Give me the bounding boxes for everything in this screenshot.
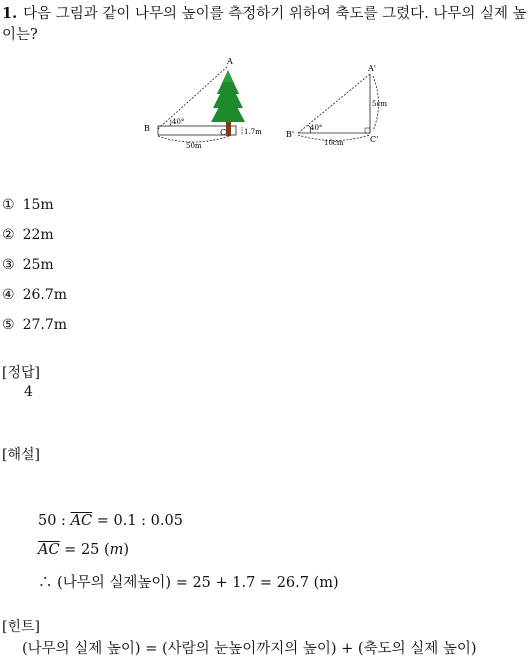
label-a-prime: A' [368,64,376,73]
angle-right: 40° [310,124,323,132]
height-left: 1.7m [244,128,262,136]
choice-2[interactable]: ② 22m [2,227,54,243]
choice-3[interactable]: ③ 25m [2,257,54,273]
triangle-figure [140,56,400,156]
height-right: 5cm [372,100,388,108]
answer-label: [정답] [2,365,40,381]
question-text: 다음 그림과 같이 나무의 높이를 측정하기 위하여 축도를 그렸다. 나무의 실제 높이는? [2,6,527,43]
left-triangle [158,66,245,142]
answer-value: 4 [24,384,33,400]
choice-5[interactable]: ⑤ 27.7m [2,317,68,333]
label-c: C [220,128,227,137]
label-c-prime: C' [370,135,379,144]
label-b-prime: B' [286,130,295,139]
question-number: 1. [2,5,18,22]
label-a: A [227,57,233,66]
equation-ac: $\overline{AC} = 25$ (m) [38,542,130,558]
hint-label: [힌트] [2,619,40,635]
choice-4[interactable]: ④ 26.7m [2,287,68,303]
equation-height: ∴ (나무의 실제높이) = 25 + 1.7 = 26.7 (m) [38,575,339,591]
choice-1[interactable]: ① 15m [2,197,54,213]
equation-ratio: 50 : $\overline{AC} = 0.1$ : 0.05 [38,513,183,529]
question [2,3,530,46]
angle-left: 40° [172,118,185,126]
base-left: 50m [186,142,202,150]
base-right: 10cm [324,139,344,147]
label-b: B [144,124,150,133]
explanation-label: [해설] [2,447,40,463]
hint-text: (나무의 실제 높이) = (사람의 눈높이까지의 높이) + (축도의 실제 높이) [22,641,477,657]
